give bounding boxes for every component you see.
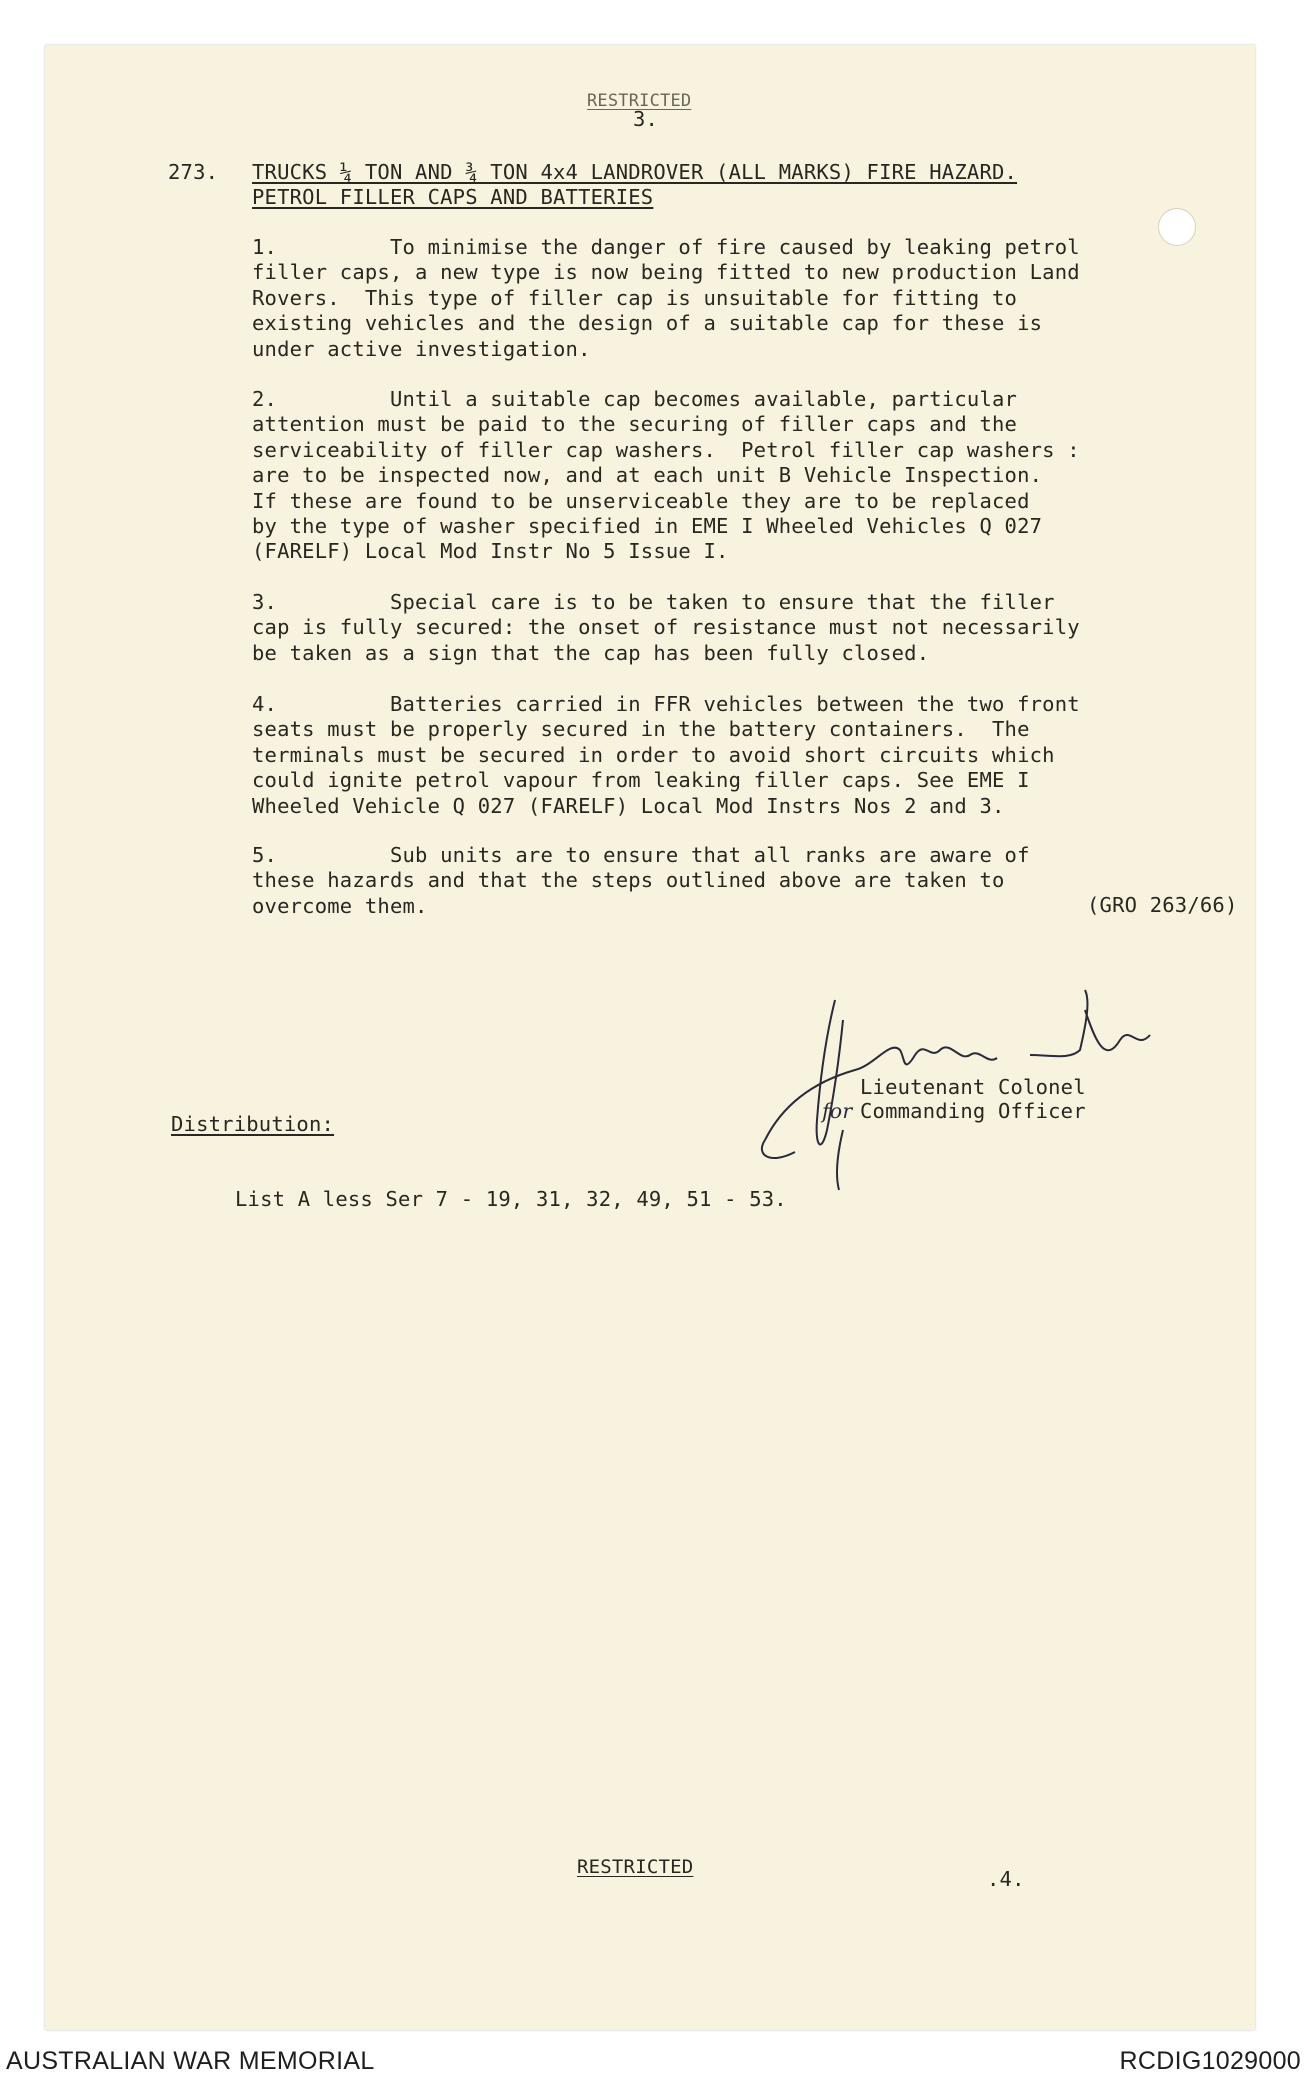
document-page bbox=[45, 45, 1255, 2030]
paragraph-line: (FARELF) Local Mod Instr No 5 Issue I. bbox=[252, 539, 729, 564]
paragraph-line: 4. Batteries carried in FFR vehicles between the two front bbox=[252, 692, 1080, 716]
header-classification: RESTRICTED bbox=[587, 91, 692, 111]
gro-reference: (GRO 263/66) bbox=[1087, 893, 1238, 917]
paragraph-line: could ignite petrol vapour from leaking filler caps. See EME I bbox=[252, 768, 1030, 793]
paragraph-line: be taken as a sign that the cap has been fully closed. bbox=[252, 640, 930, 665]
footer-classification: RESTRICTED bbox=[577, 1856, 694, 1878]
archive-institution: AUSTRALIAN WAR MEMORIAL bbox=[6, 2047, 375, 2075]
paragraph-line: Wheeled Vehicle Q 027 (FARELF) Local Mod Instrs Nos 2 and 3. bbox=[252, 793, 1005, 818]
paragraph-line: Rovers. This type of filler cap is unsuitable for fitting to bbox=[252, 285, 1018, 310]
paragraph-line: 3. Special care is to be taken to ensure that the filler bbox=[252, 590, 1055, 614]
item-title-line1: TRUCKS ¼ TON AND ¾ TON 4x4 LANDROVER (ALL MARKS) FIRE HAZARD. bbox=[252, 160, 1018, 184]
paragraph-2 bbox=[252, 387, 1080, 565]
signatory-appointment: Commanding Officer bbox=[860, 1099, 1086, 1123]
paragraph-line: If these are found to be unserviceable they are to be replaced bbox=[252, 488, 1030, 513]
paragraph-line: terminals must be secured in order to avoid short circuits which bbox=[252, 742, 1055, 767]
item-title-line2: PETROL FILLER CAPS AND BATTERIES bbox=[252, 185, 654, 209]
header-page-number: 3. bbox=[633, 107, 659, 131]
item-number: 273. bbox=[168, 160, 219, 184]
signatory-rank: Lieutenant Colonel bbox=[860, 1075, 1086, 1099]
paragraph-line: by the type of washer specified in EME I Wheeled Vehicles Q 027 bbox=[252, 514, 1043, 539]
paragraph-line: serviceability of filler cap washers. Petrol filler cap washers : bbox=[252, 437, 1080, 462]
paragraph-line: these hazards and that the steps outlined above are taken to bbox=[252, 868, 1005, 893]
footer-next-page: .4. bbox=[987, 1867, 1025, 1891]
paragraph-line: filler caps, a new type is now being fitted to new production Land bbox=[252, 260, 1080, 285]
paragraph-line: seats must be properly secured in the battery containers. The bbox=[252, 717, 1030, 742]
archive-record-id: RCDIG1029000 bbox=[1119, 2047, 1301, 2075]
paragraph-line: attention must be paid to the securing of filler caps and the bbox=[252, 412, 1018, 437]
paragraph-line: under active investigation. bbox=[252, 336, 591, 361]
paragraph-line: 5. Sub units are to ensure that all ranks are aware of bbox=[252, 843, 1030, 867]
paragraph-line: 2. Until a suitable cap becomes available, particular bbox=[252, 387, 1018, 411]
paragraph-line: cap is fully secured: the onset of resistance must not necessarily bbox=[252, 615, 1080, 640]
paragraph-line: overcome them. bbox=[252, 893, 428, 918]
punch-hole bbox=[1158, 208, 1196, 246]
paragraph-1 bbox=[252, 235, 1080, 362]
distribution-label: Distribution: bbox=[171, 1112, 335, 1136]
paragraph-4 bbox=[252, 692, 1080, 819]
distribution-list: List A less Ser 7 - 19, 31, 32, 49, 51 - 53. bbox=[235, 1187, 787, 1211]
paragraph-3 bbox=[252, 590, 1080, 666]
paragraph-line: are to be inspected now, and at each unit B Vehicle Inspection. bbox=[252, 463, 1043, 488]
paragraph-line: 1. To minimise the danger of fire caused by leaking petrol bbox=[252, 235, 1080, 259]
signatory-prefix: for bbox=[822, 1099, 853, 1123]
paragraph-line: existing vehicles and the design of a suitable cap for these is bbox=[252, 311, 1043, 336]
paragraph-5 bbox=[252, 843, 1030, 919]
